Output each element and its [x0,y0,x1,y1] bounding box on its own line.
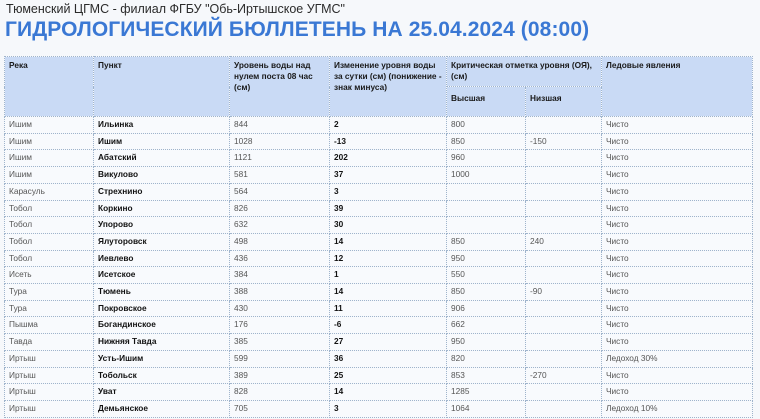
cell-critical-low [526,217,602,234]
column-header-change: Изменение уровня воды за сутки (см) (понижение - знак минуса) [330,57,447,117]
cell-ice-status: Чисто [602,217,753,234]
cell-level-change: 3 [330,183,447,200]
cell-ice-status: Чисто [602,284,753,301]
cell-river: Иртыш [5,384,94,401]
cell-river: Тобол [5,217,94,234]
cell-ice-status: Чисто [602,367,753,384]
cell-critical-low [526,350,602,367]
table-row [5,350,753,367]
cell-ice-status: Чисто [602,233,753,250]
cell-level-change: 27 [330,334,447,351]
cell-water-level: 581 [230,167,330,184]
cell-station: Тобольск [94,367,230,384]
cell-water-level: 176 [230,317,330,334]
cell-critical-low [526,334,602,351]
cell-station: Викулово [94,167,230,184]
cell-critical-high: 1064 [447,400,526,417]
cell-level-change: 25 [330,367,447,384]
cell-station: Богандинское [94,317,230,334]
cell-ice-status: Чисто [602,183,753,200]
cell-station: Покровское [94,300,230,317]
cell-level-change: 11 [330,300,447,317]
cell-critical-high: 800 [447,117,526,134]
cell-critical-high: 950 [447,250,526,267]
table-row [5,367,753,384]
cell-critical-high: 950 [447,334,526,351]
cell-river: Тобол [5,200,94,217]
column-header-ice: Ледовые явления [602,57,753,117]
cell-critical-low [526,384,602,401]
cell-critical-low [526,300,602,317]
cell-ice-status: Чисто [602,117,753,134]
cell-station: Коркино [94,200,230,217]
table-row [5,300,753,317]
cell-critical-high: 662 [447,317,526,334]
cell-water-level: 705 [230,400,330,417]
cell-station: Ишим [94,133,230,150]
cell-station: Усть-Ишим [94,350,230,367]
cell-river: Ишим [5,150,94,167]
cell-water-level: 599 [230,350,330,367]
cell-water-level: 436 [230,250,330,267]
cell-critical-high: 1285 [447,384,526,401]
cell-ice-status: Чисто [602,384,753,401]
cell-river: Ишим [5,133,94,150]
cell-level-change: 36 [330,350,447,367]
cell-critical-high: 960 [447,150,526,167]
page-title: ГИДРОЛОГИЧЕСКИЙ БЮЛЛЕТЕНЬ НА 25.04.2024 (08:00) [5,18,590,41]
cell-critical-low [526,250,602,267]
cell-station: Уват [94,384,230,401]
table-row [5,284,753,301]
cell-critical-low: -270 [526,367,602,384]
cell-station: Иевлево [94,250,230,267]
cell-water-level: 828 [230,384,330,401]
cell-level-change: 14 [330,384,447,401]
column-header-river: Река [5,57,94,117]
cell-critical-low: -90 [526,284,602,301]
cell-ice-status: Чисто [602,300,753,317]
cell-water-level: 632 [230,217,330,234]
cell-level-change: 14 [330,284,447,301]
cell-river: Исеть [5,267,94,284]
cell-water-level: 388 [230,284,330,301]
cell-station: Ялуторовск [94,233,230,250]
table-row [5,150,753,167]
table-row [5,117,753,134]
cell-critical-low [526,200,602,217]
cell-level-change: 12 [330,250,447,267]
cell-river: Пышма [5,317,94,334]
table-row [5,200,753,217]
cell-critical-low [526,150,602,167]
table-row [5,133,753,150]
table-body [5,117,753,418]
cell-critical-high: 850 [447,133,526,150]
cell-ice-status: Чисто [602,267,753,284]
cell-critical-high: 550 [447,267,526,284]
cell-river: Тавда [5,334,94,351]
cell-water-level: 826 [230,200,330,217]
cell-critical-high [447,217,526,234]
cell-level-change: 202 [330,150,447,167]
cell-level-change: 39 [330,200,447,217]
cell-water-level: 389 [230,367,330,384]
cell-station: Абатский [94,150,230,167]
cell-river: Тобол [5,250,94,267]
table-row [5,317,753,334]
table-row [5,250,753,267]
cell-station: Исетское [94,267,230,284]
cell-ice-status: Чисто [602,200,753,217]
cell-water-level: 1121 [230,150,330,167]
cell-critical-low [526,183,602,200]
cell-ice-status: Чисто [602,167,753,184]
cell-river: Тобол [5,233,94,250]
cell-ice-status: Чисто [602,250,753,267]
table-row [5,334,753,351]
cell-critical-high [447,183,526,200]
cell-water-level: 844 [230,117,330,134]
column-header-critical-high: Высшая [447,87,526,117]
column-header-level: Уровень воды над нулем поста 08 час (см) [230,57,330,117]
cell-water-level: 564 [230,183,330,200]
cell-critical-high [447,200,526,217]
cell-critical-high: 906 [447,300,526,317]
cell-level-change: -13 [330,133,447,150]
cell-water-level: 385 [230,334,330,351]
cell-river: Ишим [5,167,94,184]
cell-level-change: 14 [330,233,447,250]
table-row [5,400,753,417]
cell-station: Упорово [94,217,230,234]
cell-level-change: -6 [330,317,447,334]
cell-critical-low [526,317,602,334]
cell-station: Демьянское [94,400,230,417]
column-header-station: Пункт [94,57,230,117]
cell-level-change: 1 [330,267,447,284]
cell-station: Ильинка [94,117,230,134]
table-row [5,233,753,250]
table-row [5,384,753,401]
table-row [5,267,753,284]
cell-critical-low: -150 [526,133,602,150]
cell-river: Иртыш [5,400,94,417]
table-row [5,167,753,184]
cell-level-change: 30 [330,217,447,234]
cell-level-change: 37 [330,167,447,184]
cell-river: Тура [5,300,94,317]
cell-river: Иртыш [5,367,94,384]
cell-river: Иртыш [5,350,94,367]
cell-river: Карасуль [5,183,94,200]
cell-station: Стрехнино [94,183,230,200]
table-row [5,217,753,234]
cell-critical-high: 820 [447,350,526,367]
organization-subtitle: Тюменский ЦГМС - филиал ФГБУ "Обь-Иртышское УГМС" [6,2,345,16]
column-header-critical-low: Низшая [526,87,602,117]
cell-ice-status: Чисто [602,150,753,167]
cell-water-level: 430 [230,300,330,317]
cell-critical-high: 850 [447,284,526,301]
cell-critical-high: 1000 [447,167,526,184]
cell-water-level: 1028 [230,133,330,150]
cell-critical-low [526,267,602,284]
cell-critical-low [526,167,602,184]
cell-water-level: 384 [230,267,330,284]
cell-level-change: 2 [330,117,447,134]
cell-station: Тюмень [94,284,230,301]
cell-ice-status: Ледоход 30% [602,350,753,367]
cell-level-change: 3 [330,400,447,417]
hydrology-table [4,56,753,418]
cell-ice-status: Ледоход 10% [602,400,753,417]
cell-critical-low: 240 [526,233,602,250]
cell-water-level: 498 [230,233,330,250]
table-row [5,183,753,200]
cell-ice-status: Чисто [602,317,753,334]
cell-river: Тура [5,284,94,301]
cell-critical-low [526,400,602,417]
column-header-critical: Критическая отметка уровня (ОЯ), (см) [447,57,602,87]
cell-ice-status: Чисто [602,334,753,351]
cell-critical-low [526,117,602,134]
cell-river: Ишим [5,117,94,134]
cell-critical-high: 853 [447,367,526,384]
cell-critical-high: 850 [447,233,526,250]
cell-ice-status: Чисто [602,133,753,150]
cell-station: Нижняя Тавда [94,334,230,351]
